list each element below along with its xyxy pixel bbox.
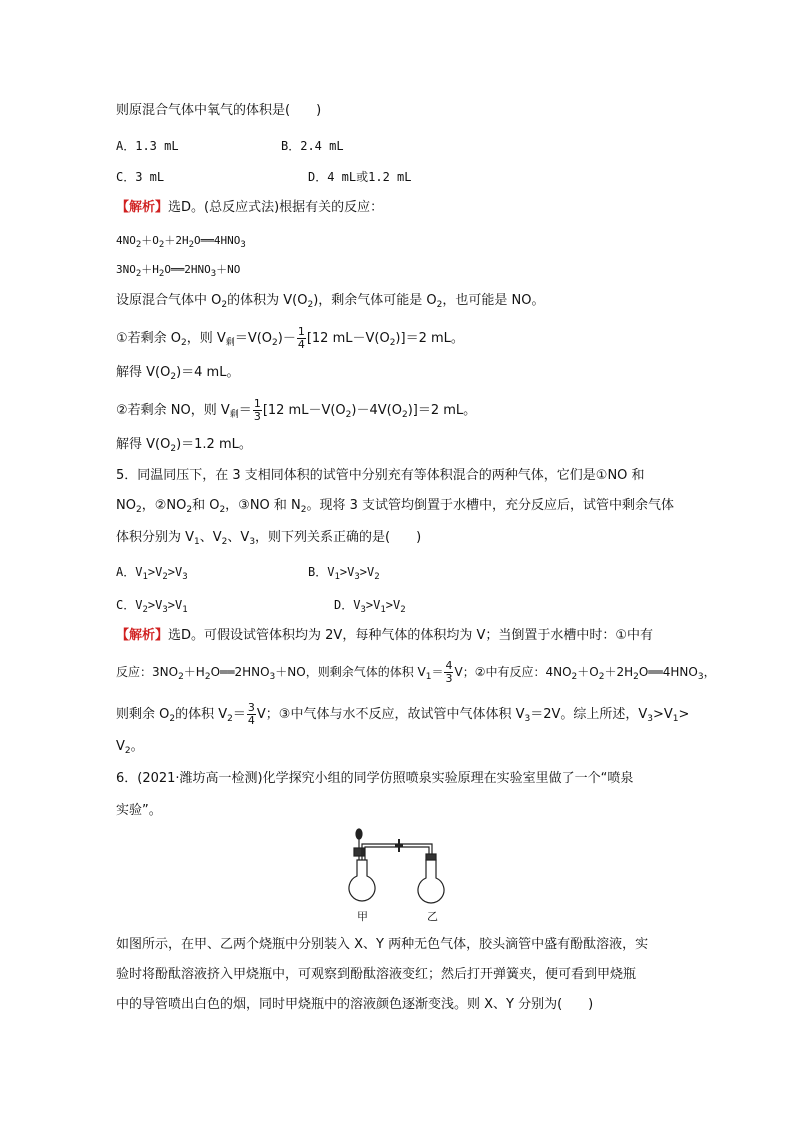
q5-analysis-1: 【解析】选D。可假设试管体积均为 2V，每种气体的体积均为 V；当倒置于水槽中时：①中有 [116, 628, 654, 643]
q5-line-2: $NO_2$，$②NO_2$和 $O_2$，③NO 和 $N_2$。现将 3 支试管均倒置于水槽中，充分反应后，试管中剩余气体 [116, 498, 675, 515]
equation-2: $3NO_2+H_2O══2HNO_3+NO$ [116, 263, 241, 279]
fraction: $\frac{3}{4}$ [247, 701, 255, 727]
fraction: $\frac{1}{3}$ [253, 397, 261, 423]
case-2: ②若剩余 NO，则 $V_剩=$ $\frac{1}{3}$ [12 $mL-V(O_2)-4V(O_2)]=2$ mL。 [116, 397, 477, 423]
equation-1: $4NO_2+O_2+2H_2O══4HNO_3$ [116, 234, 246, 250]
q5-analysis-4: $V_2$。 [116, 739, 144, 756]
q6-paragraph-3: 中的导管喷出白色的烟，同时甲烧瓶中的溶液颜色逐渐变浅。则 X、Y 分别为( ) [116, 997, 594, 1012]
analysis-tag: 【解析】 [116, 200, 169, 215]
q6-paragraph-2: 验时将酚酞溶液挤入甲烧瓶中，可观察到酚酞溶液变红；然后打开弹簧夹，便可看到甲烧瓶 [116, 967, 637, 982]
q5-analysis-2: 反应：$3NO_2+H_2O══2HNO_3+NO$，则剩余气体的体积 $V_1=$ $\frac{4}{3}$ V；②中有反应：$4NO_2+O_2+2H_2O══4HNO_3$， [116, 659, 716, 685]
flask-jia [349, 860, 375, 901]
option-c: C．3 mL [116, 170, 165, 184]
fraction: $\frac{1}{4}$ [297, 325, 305, 351]
option-d: D．4 mL或1.2 mL [308, 170, 412, 184]
analysis-tag: 【解析】 [116, 628, 169, 643]
q5-option-d: D．$V_3>V_1>V_2$ [334, 598, 406, 615]
q6-line-1: 6．(2021·潍坊高一检测)化学探究小组的同学仿照喷泉实验原理在实验室里做了一个“喷泉 [116, 771, 634, 786]
stopper-right [426, 854, 436, 860]
q5-line-1: 5．同温同压下，在 3 支相同体积的试管中分别充有等体积混合的两种气体，它们是①NO 和 [116, 468, 645, 483]
q5-option-b: B．$V_1>V_3>V_2$ [308, 565, 380, 582]
analysis-line [116, 199, 383, 217]
q5-analysis-3: 则剩余 $O_2$的体积 $V_2=$ $\frac{3}{4}$ V；③中气体与水不反应，故试管中气体体积 $V_3=2V$。综上所述，$V_3>V_1>$ [116, 701, 690, 727]
flask-yi [418, 860, 444, 903]
solution-1: 解得 $V(O_2)=4$ mL。 [116, 365, 240, 382]
q6-line-2: 实验”。 [116, 803, 162, 818]
label-yi: 乙 [427, 910, 438, 923]
apparatus-figure [335, 824, 465, 924]
case-1: ①若剩余 $O_2$，则 $V_剩=V(O_2)-$ $\frac{1}{4}$ [12 $mL-V(O_2)]=2$ mL。 [116, 325, 464, 351]
analysis-intro: 选D。(总反应式法)根据有关的反应： [168, 200, 384, 215]
q6-paragraph-1: 如图所示，在甲、乙两个烧瓶中分别装入 X、Y 两种无色气体，胶头滴管中盛有酚酞溶液，实 [116, 937, 649, 952]
q5-line-3: 体积分别为 $V_1$、$V_2$、$V_3$，则下列关系正确的是( ) [116, 530, 422, 547]
solution-2: 解得 $V(O_2)=1.2$ mL。 [116, 437, 252, 454]
label-jia: 甲 [357, 910, 368, 923]
dropper-bulb [356, 829, 362, 839]
option-b: B．2.4 mL [281, 139, 344, 153]
q5-option-a: A．$V_1>V_2>V_3$ [116, 565, 188, 582]
setup-line: 设原混合气体中 $O_2$的体积为 $V(O_2)$，剩余气体可能是 $O_2$，也可能是 NO。 [116, 293, 545, 310]
option-a: A．1.3 mL [116, 139, 179, 153]
fraction: $\frac{4}{3}$ [445, 659, 453, 685]
q5-option-c: C．$V_2>V_3>V_1$ [116, 598, 188, 615]
question-stem: 则原混合气体中氧气的体积是( ) [116, 103, 322, 118]
